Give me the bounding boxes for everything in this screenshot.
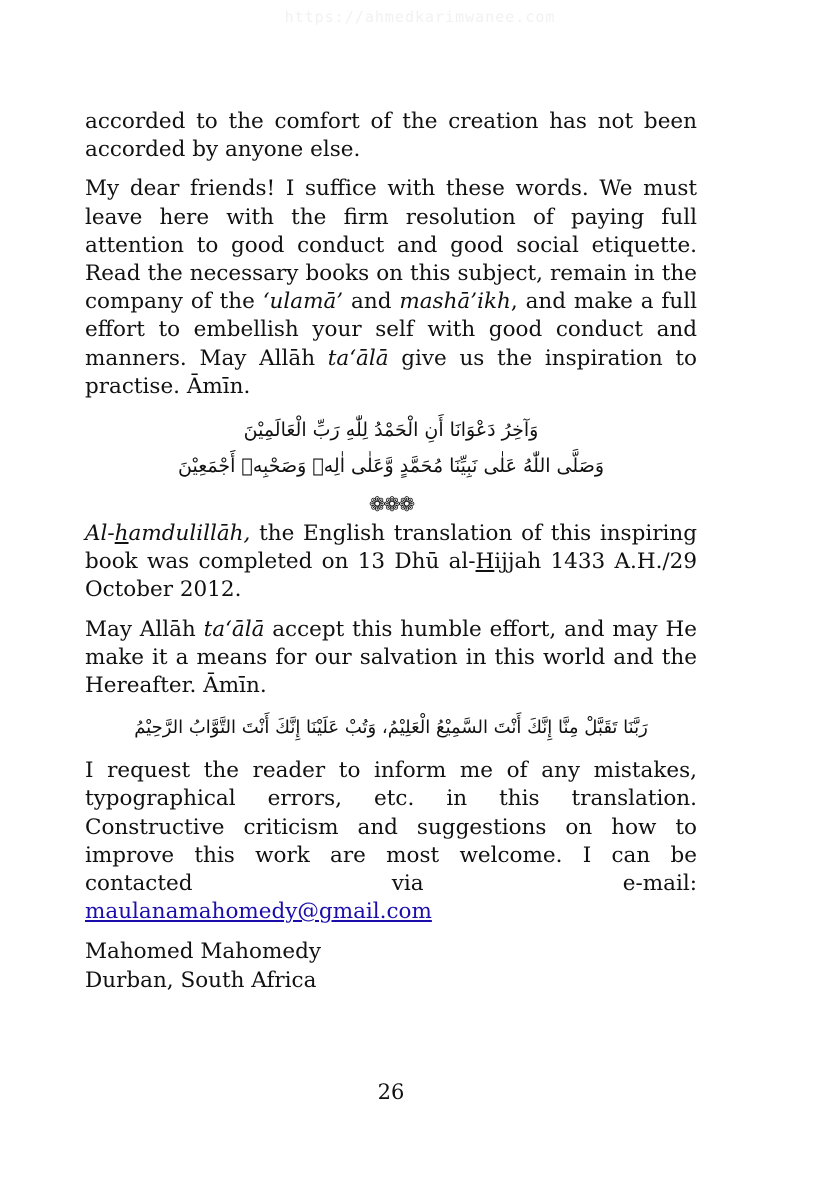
arabic-closing-dua (85, 412, 697, 484)
term-mashaikh: mashā’ikh (399, 289, 511, 315)
text-span: , and make a full effort to embellish your self with good conduct and manners. May Allāh (85, 289, 697, 371)
arabic-dua-line-1: وَآخِرُ دَعْوَانَا أَنِ الْحَمْدُ لِلّٰهِ رَبِّ الْعَالَمِيْنَ (243, 419, 539, 442)
term-taala: ta‘ālā (327, 345, 389, 371)
underlined-letter: H (475, 549, 495, 575)
ornament-divider: ❁❁❁ (368, 492, 414, 517)
text-span: My dear friends! I suffice with these words. We must leave here with the firm resolution of paying full attention to good conduct and good social etiquette. Read the necessary books on this subject, remain in the company of the (85, 176, 697, 315)
paragraph-acceptance (85, 616, 697, 701)
page-content (85, 108, 697, 995)
term-alhamdulillah (85, 521, 250, 546)
watermark: https://ahmedkarimwanee.com (284, 8, 556, 26)
text-span: May Allāh (85, 616, 204, 642)
text-span: ijjah (494, 549, 542, 575)
page-number: 26 (377, 1080, 405, 1104)
underlined-letter: h (114, 521, 129, 547)
text-span: and (343, 289, 400, 315)
text-span: amdulillāh, (128, 521, 251, 547)
paragraph-comfort: accorded to the comfort of the creation has not been accorded by anyone else. (85, 109, 697, 163)
arabic-acceptance-dua: رَبَّنَا تَقَبَّلْ مِنَّا إِنَّكَ أَنْتَ السَّمِيْعُ الْعَلِيْمُ، وَتُبْ عَلَيْنَا إِنَّكَ أَنْتَ التَّوَّابُ الرَّحِيْمُ (134, 717, 648, 739)
email-row (85, 898, 697, 926)
paragraph-dear-friends (85, 175, 697, 401)
term-taala: ta‘ālā (203, 616, 265, 642)
arabic-dua-line-2: وَصَلَّى اللّٰهُ عَلٰى نَبِيِّنَا مُحَمَّدٍ وَّعَلٰى اٰلِهٖ وَصَحْبِهٖ أَجْمَعِيْنَ (178, 455, 604, 478)
signature-name: Mahomed Mahomedy (85, 939, 321, 965)
text-span: the English translation of this inspiring book was completed on 13 Dhū al- (85, 521, 697, 575)
text-span: 1433 A.H./29 October 2012. (85, 549, 698, 603)
email-link[interactable]: maulanamahomedy@gmail.com (85, 899, 432, 925)
text-span: accept this humble effort, and may He make it a means for our salvation in this world and the Hereafter. Āmīn. (85, 616, 697, 699)
paragraph-completion (85, 520, 697, 605)
text-span: Al- (85, 521, 115, 547)
text-span: give us the inspiration to practise. Āmīn. (85, 345, 697, 399)
signature-block (85, 938, 697, 994)
paragraph-request: I request the reader to inform me of any mistakes, typographical errors, etc. in this translation. Constructive criticism and suggestions on how to improve this work are most welcome. I can be contacted via e-mail: (85, 758, 697, 897)
signature-location: Durban, South Africa (85, 967, 317, 993)
term-ulama: ‘ulamā’ (262, 289, 344, 315)
